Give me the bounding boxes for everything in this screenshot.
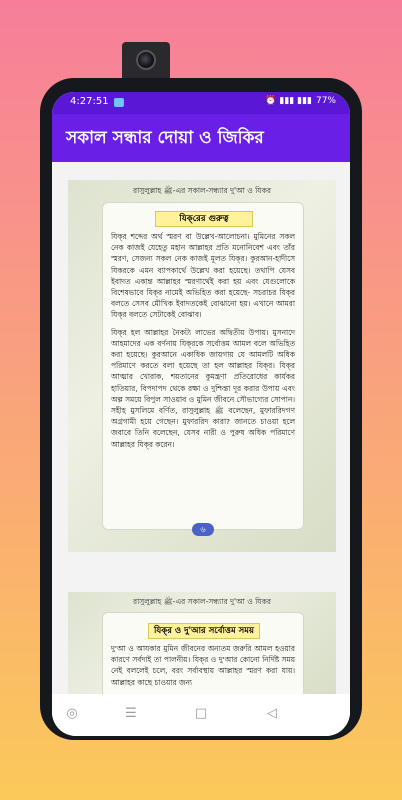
accessibility-icon[interactable]: ◎	[66, 706, 78, 721]
app-bar	[52, 114, 350, 162]
book-page[interactable]	[68, 592, 336, 702]
status-bar	[52, 92, 350, 114]
section-heading: যিক্‌রের গুরুত্ব	[155, 211, 253, 227]
page-card	[102, 612, 304, 704]
section-body	[111, 231, 295, 456]
home-icon[interactable]: □	[194, 706, 208, 721]
book-page[interactable]	[68, 180, 336, 552]
battery-level: 77%	[315, 96, 336, 106]
running-head: রাসুলুল্লাহ ﷺ-এর সকাল-সন্ধ্যার দু'আ ও যিকর	[133, 186, 271, 195]
status-indicators	[265, 96, 336, 106]
paragraph: দু'আ ও আযকার মুমিন জীবনের অন্যতম জরুরি আমল হওয়ার কারণে সর্বদাই তা পালনীয়। যিক্‌র ও দু'আর কোনো নির্দিষ্ট সময় নেই বললেই চলে, বরং সর্বাবস্থায় আল্লাহর স্মরণ করা যায়। আল্লাহর কাছে চাওয়ার জন্য	[111, 644, 295, 687]
navigation-bar	[52, 694, 350, 736]
notification-app-icon	[114, 98, 124, 107]
page-card	[102, 202, 304, 534]
signal-icons: ⏰ ▮▮▮ ▮▮▮	[265, 96, 312, 106]
book-page-list[interactable]	[52, 162, 350, 694]
status-time: 4:27:51	[70, 96, 109, 107]
popup-camera	[122, 42, 170, 78]
section-heading: যিক্‌র ও দু'আর সর্বোত্তম সময়	[148, 623, 260, 639]
paragraph: যিক্‌র শব্দের অর্থ স্মরণ বা উল্লেখ-আলোচনা। মুমিনের সকল নেক কাজই যেহেতু মহান আল্লাহর প্রতি মনোনিবেশ এবং তাঁর স্মরণ, সেজন্য সকল নেক কাজই মূলত যিক্‌র। কুরআন-হাদীসে যিকরকে এমন ব্যাপকার্থে উল্লেখ করা হয়েছে। তথাপি যেসব ইবাদত একান্ত আল্লাহর স্মরণার্থেই করা হয় এবং যেগুলোকে বিশেষভাবে যিক্‌র নামেই অভিহিত করা হয়েছে- সচরাচর যিক্‌র বলতে সেসব মৌখিক ইবাদতকেই বোঝানো হয়। এখানে আমরা যিক্‌র বলতে সেটাকেই বোঝাব।	[111, 232, 295, 320]
phone-screen	[52, 92, 350, 736]
app-title: সকাল সন্ধার দোয়া ও জিকির	[66, 128, 264, 148]
page-number-badge: ৬	[192, 523, 214, 536]
paragraph: যিক্‌র হল আল্লাহর নৈকট্য লাভের অদ্বিতীয় উপায়। মুসনাদে আহমাদের এক বর্ণনায় যিক্‌রকে সর্বোত্তম আমল বলে অভিহিত করা হয়েছে। কুরআনে একাধিক জায়গায় যে আমলটি অধিক পরিমাণে করতে বলা হয়েছে তা হল আল্লাহর যিক্‌র। যিক্‌র আত্মার খোরাক, শয়তানের কুমন্ত্রণা প্রতিরোধের কার্যকর হাতিয়ার, বিপদাপদ থেকে রক্ষা ও দুশ্চিন্তা দূর করার উপায় এবং অল্প সময়ে বিপুল সাওয়াব ও মুমিন জীবনে সৌভাগ্যের সোপান। সহীহ মুসলিমে বর্ণিত, রাসুলুল্লাহ ﷺ বলেছেন, মুফাররিদগণ অগ্রগামী হয়ে গেছেন। মুফাররিদ কারা? জানতে চাওয়া হলে জবাবে তিনি বলেছেন, যেসব নারী ও পুরুষ অধিক পরিমাণে আল্লাহর যিক্‌র করেন।	[111, 327, 295, 449]
camera-lens-icon	[136, 50, 156, 70]
section-body	[111, 643, 295, 694]
running-head: রাসুলুল্লাহ ﷺ-এর সকাল-সন্ধ্যার দু'আ ও যিকর	[133, 597, 271, 606]
menu-icon[interactable]: ☰	[125, 706, 137, 721]
back-icon[interactable]: ◁	[267, 706, 277, 721]
